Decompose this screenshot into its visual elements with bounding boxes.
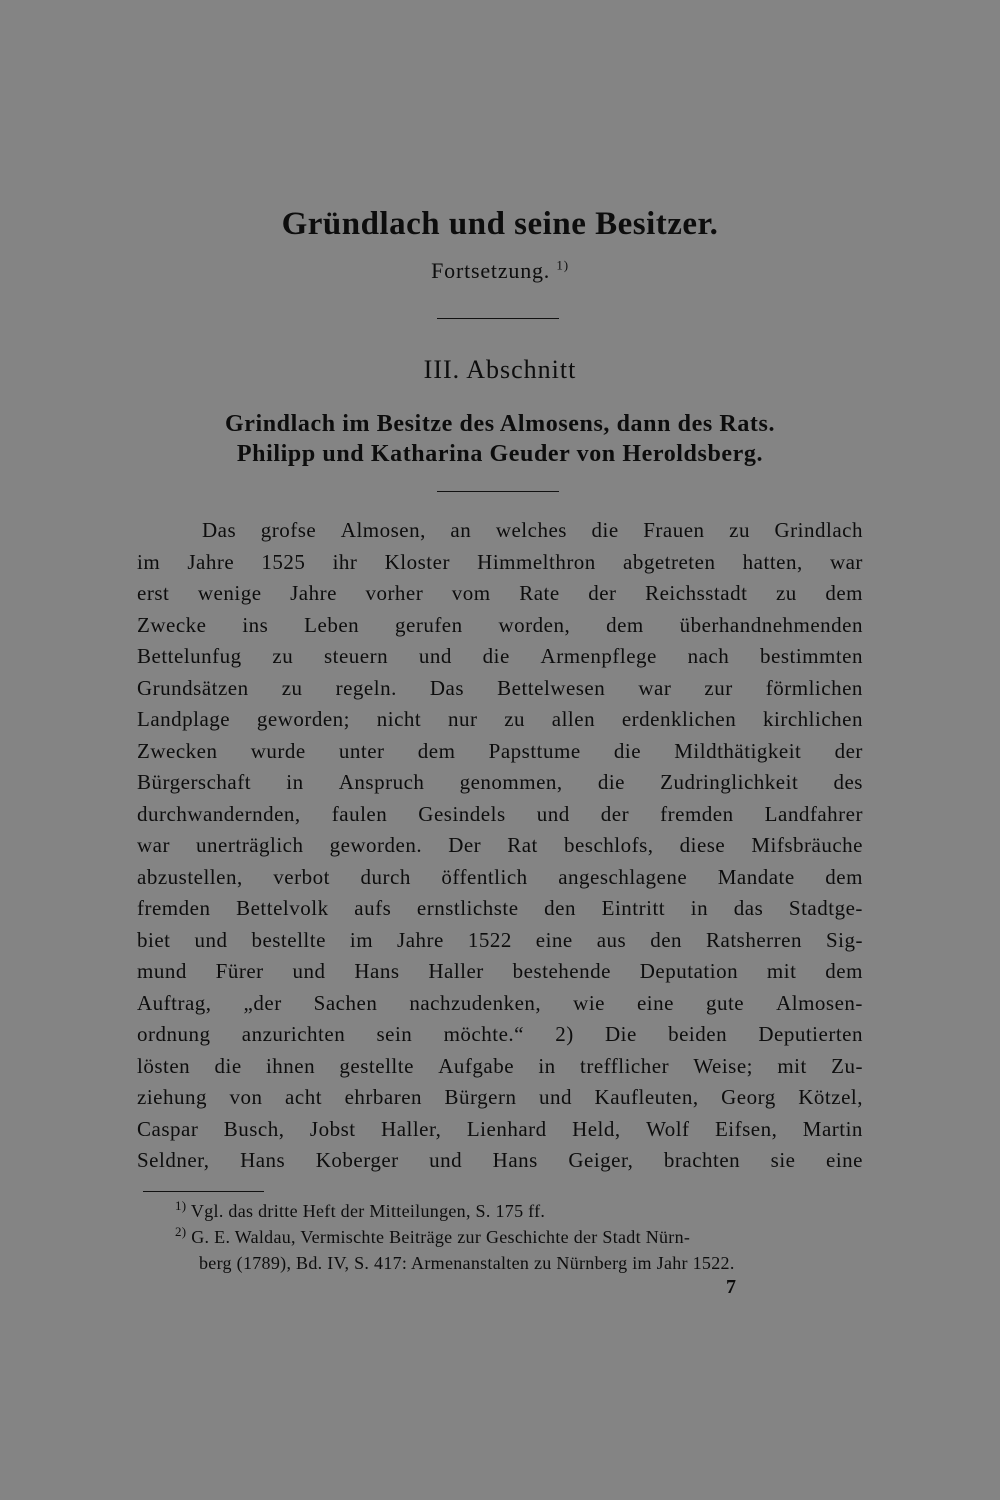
body-word: Zudringlichkeit bbox=[660, 770, 799, 794]
body-word: mit bbox=[777, 1053, 807, 1078]
body-word: angeschlagene bbox=[558, 864, 688, 889]
body-word: Deputation bbox=[639, 959, 739, 983]
body-word: Georg bbox=[721, 1085, 776, 1109]
body-word: an bbox=[450, 518, 472, 542]
body-word: Hans bbox=[492, 1148, 538, 1172]
body-word: Gesindels bbox=[418, 801, 506, 826]
divider-rule-top bbox=[437, 318, 559, 319]
body-word: diese bbox=[679, 833, 726, 857]
body-word: Frauen bbox=[643, 518, 705, 542]
body-word: den bbox=[650, 927, 683, 952]
body-word: Armenpflege bbox=[540, 644, 657, 668]
body-word: hatten, bbox=[742, 549, 803, 574]
body-word: und bbox=[539, 1085, 573, 1109]
body-word: von bbox=[229, 1085, 263, 1109]
body-word: Bürgerschaft bbox=[137, 770, 252, 794]
body-word: wurde bbox=[250, 738, 306, 763]
body-line bbox=[137, 767, 863, 799]
body-word: durch bbox=[360, 864, 411, 889]
body-word: der bbox=[588, 581, 617, 605]
body-word: geworden. bbox=[329, 833, 423, 857]
body-word: unerträglich bbox=[196, 833, 304, 857]
body-word: Jahre bbox=[187, 549, 235, 574]
body-word: Ratsherren bbox=[706, 927, 802, 952]
body-word: Deputierten bbox=[758, 1022, 863, 1046]
body-word: zu bbox=[729, 518, 750, 542]
body-word: Mifsbräuche bbox=[751, 833, 863, 857]
body-word: dem bbox=[606, 612, 644, 637]
body-word: Hans bbox=[240, 1148, 286, 1172]
section-heading-line-2: Philipp und Katharina Geuder von Heroldsberg. bbox=[236, 441, 764, 467]
body-word: zu bbox=[775, 581, 797, 605]
body-word: verbot bbox=[273, 864, 330, 889]
body-word: vom bbox=[451, 581, 491, 605]
body-word: Anspruch bbox=[338, 770, 425, 794]
body-line bbox=[137, 547, 863, 579]
body-word: der bbox=[600, 801, 630, 826]
body-word: bestehende bbox=[512, 959, 611, 983]
body-word: Die bbox=[605, 1022, 637, 1046]
body-word: Zwecken bbox=[137, 738, 218, 763]
body-word: Busch, bbox=[223, 1116, 285, 1141]
body-word: aufs bbox=[354, 896, 392, 920]
body-line bbox=[137, 641, 863, 673]
body-word: im bbox=[137, 549, 161, 574]
body-word: Almosen, bbox=[340, 518, 426, 542]
subtitle-text: Fortsetzung. bbox=[431, 258, 551, 283]
body-word: brachten bbox=[663, 1148, 741, 1172]
body-word: gerufen bbox=[395, 612, 463, 637]
body-word: zu bbox=[504, 707, 526, 731]
body-line bbox=[137, 1145, 863, 1177]
body-word: worden, bbox=[498, 612, 571, 637]
body-word: die bbox=[482, 644, 510, 668]
footnote-separator bbox=[143, 1191, 264, 1192]
divider-rule-bottom bbox=[437, 491, 559, 492]
footnote-1 bbox=[175, 1198, 865, 1224]
body-word: Jahre bbox=[290, 581, 337, 605]
body-word: und bbox=[418, 644, 452, 668]
body-word: erst bbox=[137, 581, 170, 605]
body-word: Bettelwesen bbox=[497, 675, 606, 700]
body-word: Der bbox=[448, 833, 482, 857]
body-word: Das bbox=[429, 675, 465, 700]
body-line bbox=[137, 1082, 863, 1114]
body-word: Geiger, bbox=[568, 1148, 634, 1172]
body-word: nach bbox=[687, 644, 730, 668]
body-word: und bbox=[194, 927, 228, 952]
body-word: faulen bbox=[331, 801, 388, 826]
body-word: ihnen bbox=[265, 1053, 316, 1078]
body-word: war bbox=[638, 675, 672, 700]
body-word: bestimmten bbox=[760, 644, 863, 668]
body-word: Landplage bbox=[137, 707, 231, 731]
body-word: eine bbox=[535, 927, 573, 952]
body-word: Kloster bbox=[384, 549, 450, 574]
body-word: gute bbox=[705, 990, 745, 1015]
body-word: durchwandernden, bbox=[137, 801, 301, 826]
body-word: den bbox=[544, 896, 576, 920]
body-word: Das bbox=[202, 518, 237, 542]
body-word: gestellte bbox=[339, 1053, 414, 1078]
body-word: und bbox=[536, 801, 570, 826]
body-word: kirchlichen bbox=[763, 707, 863, 731]
body-word: acht bbox=[285, 1085, 323, 1109]
body-word: Lienhard bbox=[466, 1116, 547, 1141]
body-word: unter bbox=[338, 738, 385, 763]
body-word: die bbox=[613, 738, 642, 763]
footnote-2 bbox=[175, 1224, 865, 1250]
body-word: eine bbox=[826, 1148, 863, 1172]
body-word: erdenklichen bbox=[621, 707, 737, 731]
article-title: Gründlach und seine Besitzer. bbox=[281, 206, 719, 242]
body-word: lösten bbox=[137, 1053, 191, 1078]
body-word: genommen, bbox=[459, 770, 563, 794]
body-line bbox=[137, 515, 863, 547]
body-word: die bbox=[591, 518, 619, 542]
body-word: dem bbox=[825, 581, 863, 605]
body-word: Landfahrer bbox=[764, 801, 863, 826]
body-line bbox=[137, 1051, 863, 1083]
article-subtitle bbox=[0, 258, 1000, 284]
body-word: dem bbox=[825, 864, 863, 889]
section-heading-line-1: Grindlach im Besitze des Almosens, dann des Rats. bbox=[224, 411, 776, 437]
footnote-2-text: G. E. Waldau, Vermischte Beiträge zur Geschichte der Stadt Nürn- bbox=[191, 1227, 691, 1247]
body-word: Haller, bbox=[381, 1116, 442, 1141]
body-word: Mandate bbox=[717, 864, 795, 889]
body-word: sie bbox=[770, 1148, 796, 1172]
body-word: fremden bbox=[660, 801, 734, 826]
body-line bbox=[137, 925, 863, 957]
body-word: Kaufleuten, bbox=[594, 1085, 699, 1109]
body-word: wie bbox=[573, 990, 605, 1015]
body-word: steuern bbox=[323, 644, 389, 668]
body-word: bestellte bbox=[251, 927, 326, 952]
footnotes bbox=[175, 1198, 865, 1276]
body-word: die bbox=[214, 1053, 242, 1078]
body-word: Mildthätigkeit bbox=[674, 738, 802, 763]
body-word: abzustellen, bbox=[137, 864, 243, 889]
body-line bbox=[137, 704, 863, 736]
body-word: Wolf bbox=[646, 1116, 690, 1141]
body-word: des bbox=[833, 770, 863, 794]
body-line bbox=[137, 736, 863, 768]
body-word: trefflicher bbox=[580, 1053, 670, 1078]
body-word: Sig- bbox=[825, 927, 863, 952]
body-word: grofse bbox=[260, 518, 317, 542]
body-line bbox=[137, 862, 863, 894]
body-word: überhandnehmenden bbox=[679, 612, 863, 637]
body-line bbox=[137, 1019, 863, 1051]
footnote-2-marker: 2) bbox=[175, 1224, 187, 1239]
body-word: zu bbox=[281, 675, 303, 700]
body-word: Kötzel, bbox=[798, 1085, 863, 1109]
page-number: 7 bbox=[726, 1276, 736, 1298]
body-word: Himmelthron bbox=[477, 549, 596, 574]
body-word: Leben bbox=[304, 612, 360, 637]
body-word: Caspar bbox=[137, 1116, 199, 1141]
body-word: Jobst bbox=[309, 1116, 356, 1141]
body-word: Auftrag, bbox=[137, 990, 212, 1015]
body-line bbox=[137, 578, 863, 610]
subtitle-footnote-marker: 1) bbox=[556, 257, 569, 273]
body-word: und bbox=[429, 1148, 463, 1172]
body-word: die bbox=[597, 770, 625, 794]
body-word: Eintritt bbox=[601, 896, 666, 920]
body-word: Jahre bbox=[397, 927, 444, 952]
body-word: Bettelvolk bbox=[236, 896, 329, 920]
body-word: allen bbox=[551, 707, 596, 731]
body-word: zu bbox=[272, 644, 294, 668]
body-word: Bürgern bbox=[444, 1085, 517, 1109]
body-word: nicht bbox=[376, 707, 422, 731]
body-word: geworden; bbox=[256, 707, 350, 731]
body-word: Eifsen, bbox=[714, 1116, 778, 1141]
body-line bbox=[137, 830, 863, 862]
body-word: Stadtge- bbox=[788, 896, 863, 920]
body-word: aus bbox=[596, 927, 627, 952]
body-word: in bbox=[286, 770, 304, 794]
body-line bbox=[137, 988, 863, 1020]
body-word: 2) bbox=[555, 1022, 574, 1046]
body-word: Haller bbox=[428, 959, 484, 983]
body-word: „der bbox=[243, 990, 282, 1015]
footnote-1-marker: 1) bbox=[175, 1198, 187, 1213]
body-word: fremden bbox=[137, 896, 211, 920]
body-word: vorher bbox=[365, 581, 424, 605]
body-word: Held, bbox=[572, 1116, 621, 1141]
body-word: dem bbox=[417, 738, 456, 763]
body-line bbox=[137, 1114, 863, 1146]
body-word: Weise; bbox=[693, 1053, 753, 1078]
footnote-2-continuation: berg (1789), Bd. IV, S. 417: Armenanstalten zu Nürnberg im Jahr 1522. bbox=[199, 1253, 735, 1273]
body-word: Fürer bbox=[215, 959, 264, 983]
body-word: Hans bbox=[354, 959, 400, 983]
body-word: Zu- bbox=[831, 1053, 863, 1078]
body-word: 1522 bbox=[467, 927, 512, 952]
body-line bbox=[137, 956, 863, 988]
body-word: beschlofs, bbox=[563, 833, 654, 857]
body-word: eine bbox=[636, 990, 674, 1015]
body-word: förmlichen bbox=[765, 675, 863, 700]
body-word: ehrbaren bbox=[344, 1085, 423, 1109]
body-word: Martin bbox=[802, 1116, 863, 1141]
body-word: und bbox=[292, 959, 326, 983]
body-word: das bbox=[733, 896, 764, 920]
body-word: war bbox=[829, 549, 863, 574]
body-word: im bbox=[349, 927, 374, 952]
body-word: beiden bbox=[668, 1022, 728, 1046]
body-word: ernstlichste bbox=[416, 896, 519, 920]
body-line bbox=[137, 673, 863, 705]
body-word: wenige bbox=[197, 581, 262, 605]
body-line bbox=[137, 610, 863, 642]
body-word: anzurichten bbox=[241, 1022, 346, 1046]
body-word: Koberger bbox=[315, 1148, 399, 1172]
body-word: Grindlach bbox=[774, 518, 863, 542]
body-word: Reichsstadt bbox=[645, 581, 748, 605]
body-word: 1525 bbox=[261, 549, 306, 574]
section-label: III. Abschnitt bbox=[423, 355, 577, 384]
body-word: öffentlich bbox=[441, 864, 528, 889]
body-word: abgetreten bbox=[623, 549, 716, 574]
body-word: Rat bbox=[507, 833, 538, 857]
body-word: zur bbox=[704, 675, 733, 700]
body-word: biet bbox=[137, 927, 171, 952]
body-paragraph bbox=[137, 515, 863, 1177]
body-word: nur bbox=[447, 707, 478, 731]
footnote-1-text: Vgl. das dritte Heft der Mitteilungen, S. 175 ff. bbox=[190, 1201, 546, 1221]
body-word: Almosen- bbox=[776, 990, 863, 1015]
body-word: ins bbox=[242, 612, 269, 637]
body-word: Rate bbox=[519, 581, 560, 605]
body-word: Grundsätzen bbox=[137, 675, 249, 700]
body-word: dem bbox=[825, 959, 863, 983]
body-word: Bettelunfug bbox=[137, 644, 242, 668]
body-word: ihr bbox=[332, 549, 358, 574]
body-word: sein bbox=[376, 1022, 413, 1046]
body-line bbox=[137, 893, 863, 925]
body-word: in bbox=[690, 896, 709, 920]
body-word: war bbox=[137, 833, 170, 857]
body-word: nachzudenken, bbox=[409, 990, 542, 1015]
body-word: mund bbox=[137, 959, 187, 983]
body-word: ziehung bbox=[137, 1085, 207, 1109]
body-word: mit bbox=[766, 959, 797, 983]
body-word: welches bbox=[495, 518, 567, 542]
body-word: Seldner, bbox=[137, 1148, 210, 1172]
body-word: möchte.“ bbox=[443, 1022, 524, 1046]
body-word: Sachen bbox=[313, 990, 378, 1015]
body-word: ordnung bbox=[137, 1022, 211, 1046]
body-word: der bbox=[834, 738, 863, 763]
body-line bbox=[137, 799, 863, 831]
body-word: in bbox=[538, 1053, 556, 1078]
body-word: Papsttume bbox=[488, 738, 581, 763]
body-word: regeln. bbox=[335, 675, 397, 700]
body-word: Zwecke bbox=[137, 612, 207, 637]
body-word: Aufgabe bbox=[438, 1053, 515, 1078]
